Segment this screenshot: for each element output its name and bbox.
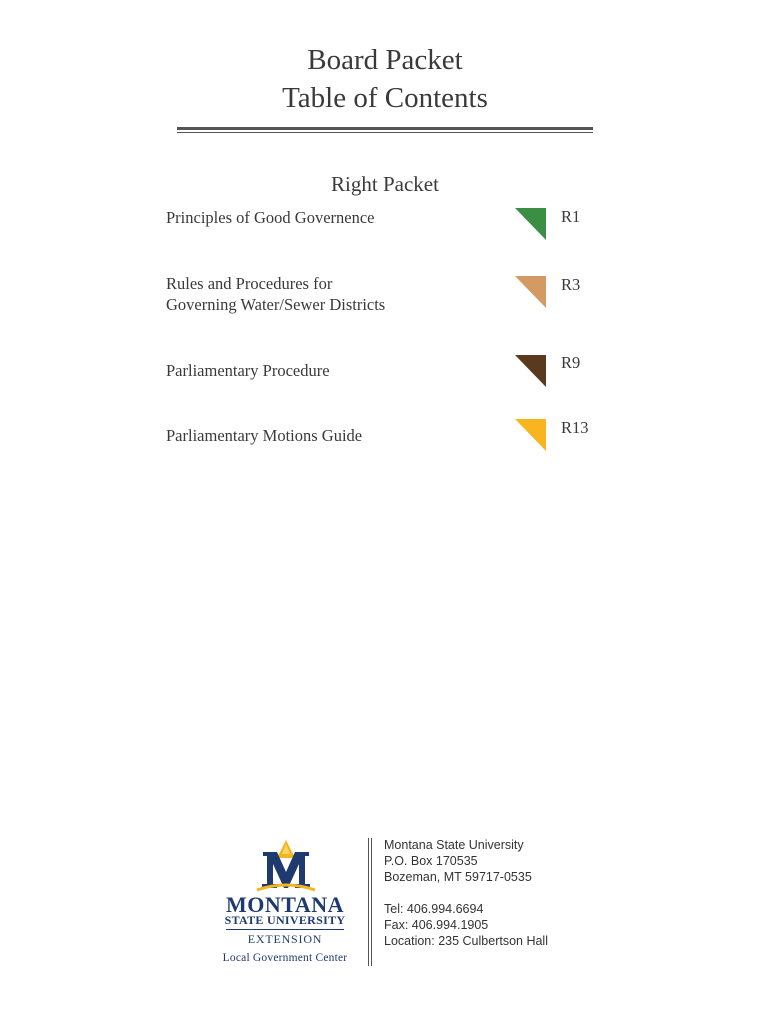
section-title: Right Packet — [331, 172, 439, 196]
toc-entry-code-4: R13 — [561, 418, 589, 437]
address-line: Bozeman, MT 59717-0535 — [384, 870, 532, 884]
phone-line: Tel: 406.994.6694 — [384, 902, 484, 916]
tab-marker-green-icon — [515, 208, 546, 240]
toc-entry-label-2[interactable] — [166, 273, 385, 315]
address-spacer — [384, 885, 548, 901]
toc-entry-line: Parliamentary Motions Guide — [166, 426, 363, 445]
fax-line: Fax: 406.994.1905 — [384, 918, 489, 932]
tab-marker-brown-icon — [515, 355, 546, 387]
logo-divider — [226, 929, 344, 930]
title-rule-thin — [177, 132, 593, 133]
address-block — [384, 837, 548, 949]
location-line: Location: 235 Culbertson Hall — [384, 934, 548, 948]
toc-entry-line: Principles of Good Governence — [166, 208, 375, 227]
toc-entry-code-3: R9 — [561, 353, 581, 372]
title-rule-thick — [177, 127, 593, 130]
page-title-line2: Table of Contents — [282, 82, 488, 114]
footer-divider-left — [368, 838, 369, 966]
msu-m-mountain-icon — [255, 840, 317, 892]
address-line: Montana State University — [384, 838, 524, 852]
logo-state-university-text: STATE UNIVERSITY — [224, 913, 346, 927]
address-line: P.O. Box 170535 — [384, 854, 478, 868]
tab-marker-tan-icon — [515, 276, 546, 308]
toc-entry-line: Governing Water/Sewer Districts — [166, 295, 386, 314]
toc-entry-code-2: R3 — [561, 275, 581, 294]
toc-entry-line: Rules and Procedures for — [166, 274, 333, 293]
logo-montana-text: MONTANA — [226, 892, 344, 917]
toc-entry-label-1[interactable] — [166, 207, 374, 228]
toc-entry-label-4[interactable] — [166, 425, 362, 446]
tab-marker-gold-icon — [515, 419, 546, 451]
toc-entry-code-1: R1 — [561, 207, 581, 226]
toc-entry-line: Parliamentary Procedure — [166, 361, 330, 380]
page-title-line1: Board Packet — [307, 44, 463, 76]
logo-extension-text: EXTENSION — [247, 932, 323, 946]
toc-entry-label-3[interactable] — [166, 360, 330, 381]
footer-divider-right — [371, 838, 372, 966]
logo-local-government-text: Local Government Center — [222, 952, 348, 964]
